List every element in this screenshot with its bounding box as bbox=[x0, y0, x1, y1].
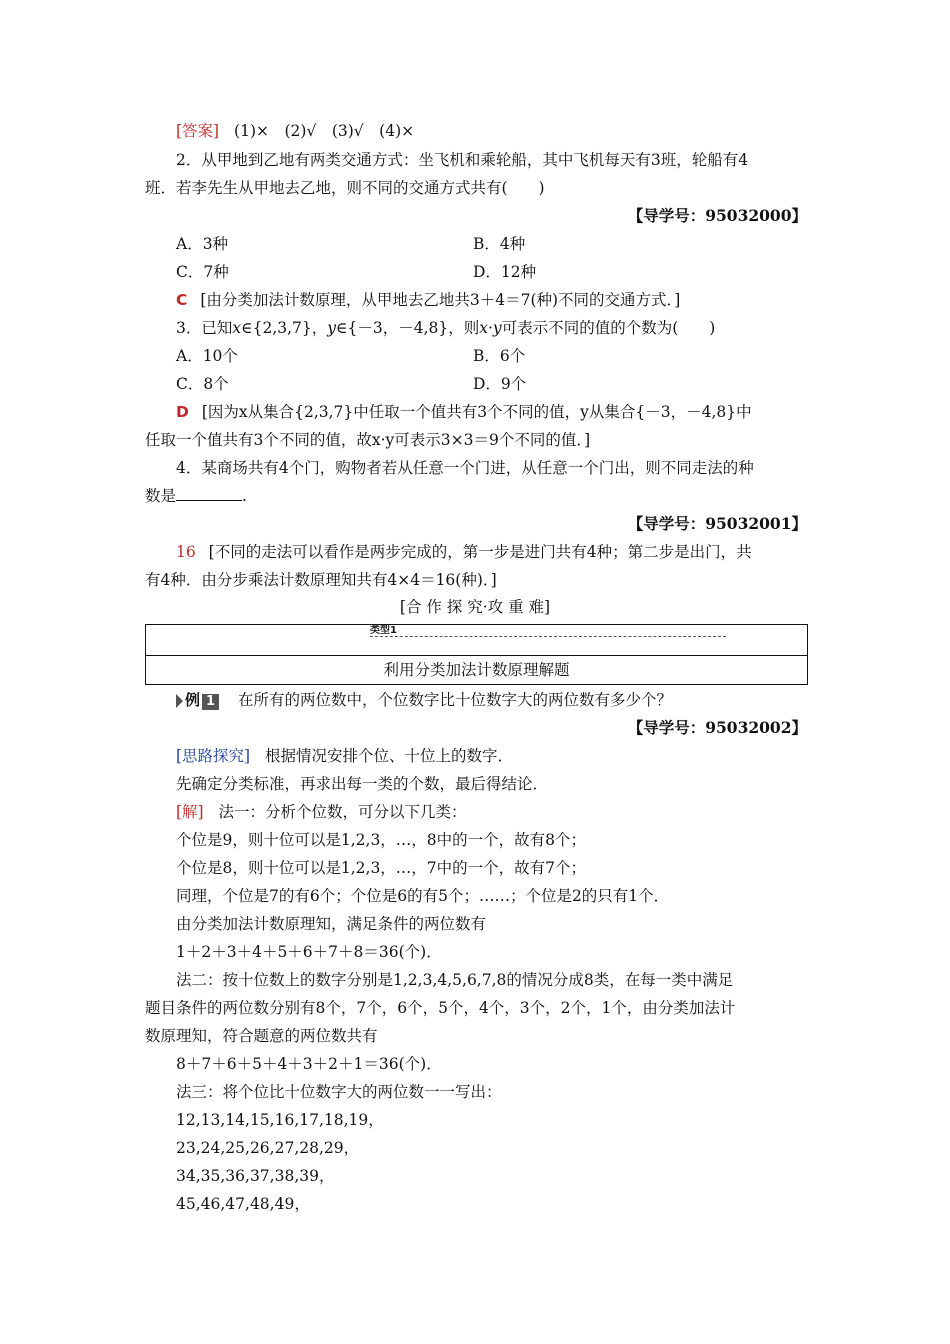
q4-line2-suffix: . bbox=[242, 487, 247, 505]
q2-option-c: C．7种 bbox=[176, 263, 229, 281]
q4-explanation-1: [不同的走法可以看作是两步完成的，第一步是进门共有4种；第二步是出门，共 bbox=[208, 543, 752, 561]
q4-line1: 4．某商场共有4个门，购物者若从任意一个门进，从任意一个门出，则不同走法的种 bbox=[176, 459, 754, 477]
solution-line: 1＋2＋3＋4＋5＋6＋7＋8＝36(个)． bbox=[176, 943, 442, 961]
example-guide-number: 【导学号：95032002】 bbox=[627, 718, 807, 737]
q2-answer-letter: C bbox=[176, 291, 188, 309]
q3-product: x·y bbox=[479, 319, 502, 337]
q2-answer-line bbox=[176, 290, 680, 310]
q3-prefix: 3．已知 bbox=[176, 319, 233, 337]
type-box-title: 利用分类加法计数原理解题 bbox=[383, 661, 570, 679]
q3-stem bbox=[176, 318, 715, 338]
q4-line2 bbox=[145, 486, 247, 506]
q3-suffix: 可表示不同的值的个数为( ) bbox=[501, 319, 716, 337]
example-badge bbox=[176, 690, 219, 710]
hint-line-2: 先确定分类标准，再求出每一类的个数，最后得结论． bbox=[176, 775, 549, 793]
q4-guide-number: 【导学号：95032001】 bbox=[627, 514, 807, 533]
type-tag-divider bbox=[370, 636, 726, 637]
q3-explanation-2: 任取一个值共有3个不同的值，故x·y可表示3×3＝9个不同的值．] bbox=[145, 431, 591, 449]
answer-tag: [答案] bbox=[176, 122, 220, 140]
q3-option-c: C．8个 bbox=[176, 375, 229, 393]
q2-line1: 2．从甲地到乙地有两类交通方式：坐飞机和乘轮船，其中飞机每天有3班，轮船有4 bbox=[176, 151, 749, 169]
solution-line: 个位是8，则十位可以是1,2,3，…，7中的一个，故有7个； bbox=[176, 859, 587, 877]
solution-line: 数原理知，符合题意的两位数共有 bbox=[145, 1027, 378, 1045]
q3-var-y: y bbox=[327, 319, 337, 337]
section-title: [合 作 探 究·攻 重 难] bbox=[399, 598, 551, 616]
hint-text: 根据情况安排个位、十位上的数字． bbox=[265, 747, 514, 765]
q3-answer-line bbox=[176, 402, 752, 422]
q4-explanation-2: 有4种．由分步乘法计数原理知共有4×4＝16(种)．] bbox=[145, 571, 497, 589]
q2-explanation: [由分类加法计数原理，从甲地去乙地共3＋4＝7(种)不同的交通方式．] bbox=[200, 291, 681, 309]
q4-line2-prefix: 数是 bbox=[145, 487, 177, 505]
q2-option-b: B．4种 bbox=[473, 235, 526, 253]
hint-line bbox=[176, 746, 513, 766]
solution-line: 23,24,25,26,27,28,29， bbox=[176, 1139, 360, 1157]
answer-text: (1)× (2)√ (3)√ (4)× bbox=[234, 122, 415, 140]
q3-option-d: D．9个 bbox=[473, 375, 527, 393]
q4-answer-blank bbox=[176, 486, 242, 501]
solution-line: 法二：按十位数上的数字分别是1,2,3,4,5,6,7,8的情况分成8类，在每一类中满足 bbox=[176, 971, 734, 989]
solution-line: 个位是9，则十位可以是1,2,3，…，8中的一个，故有8个； bbox=[176, 831, 587, 849]
solution-tag: [解] bbox=[176, 803, 204, 821]
q4-answer-line bbox=[176, 542, 752, 562]
type-box bbox=[145, 624, 808, 685]
example-question: 在所有的两位数中，个位数字比十位数字大的两位数有多少个？ bbox=[238, 691, 673, 709]
q2-guide-number: 【导学号：95032000】 bbox=[627, 206, 807, 225]
solution-line: 12,13,14,15,16,17,18,19， bbox=[176, 1111, 384, 1129]
triangle-icon bbox=[176, 694, 183, 708]
q3-answer-letter: D bbox=[176, 403, 189, 421]
solution-line: 同理，个位是7的有6个；个位是6的有5个；……；个位是2的只有1个． bbox=[176, 887, 670, 905]
type-tag: 类型1 bbox=[370, 625, 397, 636]
q3-set2: ∈{－3，－4,8}，则 bbox=[336, 319, 480, 337]
q2-option-d: D．12种 bbox=[473, 263, 537, 281]
example-badge-text: 例 bbox=[185, 691, 201, 709]
q2-line2: 班．若李先生从甲地去乙地，则不同的交通方式共有( ) bbox=[145, 179, 545, 197]
q1-answer-line bbox=[176, 121, 414, 141]
q3-option-b: B．6个 bbox=[473, 347, 526, 365]
hint-tag: [思路探究] bbox=[176, 747, 251, 765]
example-badge-number: 1 bbox=[202, 694, 219, 710]
q3-option-a: A．10个 bbox=[176, 347, 238, 365]
solution-line: 由分类加法计数原理知，满足条件的两位数有 bbox=[176, 915, 487, 933]
solution-line: 法三：将个位比十位数字大的两位数一一写出： bbox=[176, 1083, 502, 1101]
type-box-header bbox=[146, 625, 807, 656]
solution-line: 8＋7＋6＋5＋4＋3＋2＋1＝36(个)． bbox=[176, 1055, 442, 1073]
solution-text-0: 法一：分析个位数，可分以下几类： bbox=[218, 803, 467, 821]
q3-var-x: x bbox=[232, 319, 242, 337]
q2-option-a: A．3种 bbox=[176, 235, 229, 253]
q4-answer-value: 16 bbox=[176, 543, 196, 561]
solution-line: 题目条件的两位数分别有8个，7个，6个，5个，4个，3个，2个，1个，由分类加法计 bbox=[145, 999, 736, 1017]
solution-line: 45,46,47,48,49， bbox=[176, 1195, 310, 1213]
q3-set1: ∈{2,3,7}， bbox=[241, 319, 328, 337]
example-question-line bbox=[176, 690, 672, 710]
q3-explanation-1: [因为x从集合{2,3,7}中任取一个值共有3个不同的值，y从集合{－3，－4,8}中 bbox=[201, 403, 752, 421]
solution-line-0 bbox=[176, 802, 467, 822]
solution-line: 34,35,36,37,38,39， bbox=[176, 1167, 335, 1185]
